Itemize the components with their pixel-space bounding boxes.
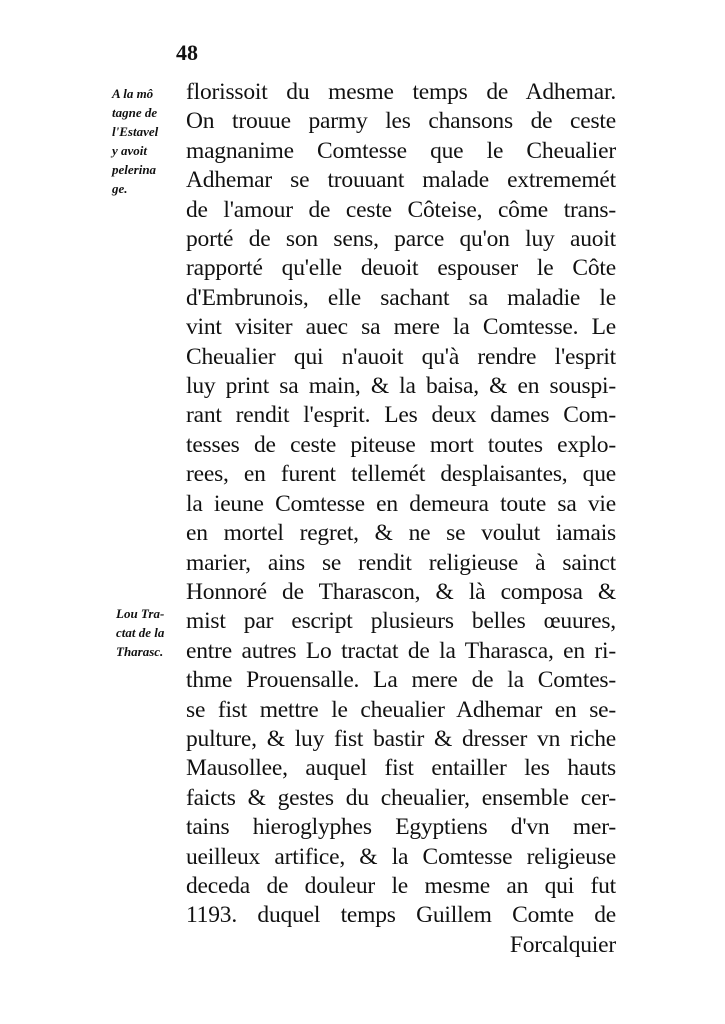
text-line: rapporté qu'elle deuoit espouser le Côte [186,255,616,282]
text-line: se fist mettre le cheualier Adhemar en se- [186,696,616,723]
text-line: mist par escript plusieurs belles œuures, [186,608,616,635]
text-line: pulture, & luy fist bastir & dresser vn riche [186,725,616,752]
text-line: en mortel regret, & ne se voulut iamais [186,520,616,547]
margin-note-line: ge. [112,181,128,196]
catchword: Forcalquier [509,931,616,958]
margin-note-line: ctat de la [116,625,165,640]
text-line: deceda de douleur le mesme an qui fut [186,872,616,899]
text-line: ueilleux artifice, & la Comtesse religieuse [186,843,616,870]
margin-note-line: pelerina [112,162,157,177]
text-line: thme Prouensalle. La mere de la Comtes- [186,667,616,694]
text-line: florissoit du mesme temps de Adhemar. [186,79,616,105]
page-number: 48 [176,40,198,65]
text-line: porté de son sens, parce qu'on luy auoit [186,226,616,253]
text-line: Mausollee, auquel fist entailler les hauts [186,755,616,782]
margin-note-line: Tharasc. [116,644,164,659]
text-line: magnanime Comtesse que le Cheualier [186,137,616,164]
main-text-block [186,78,616,960]
text-line: tains hieroglyphes Egyptiens d'vn mer- [186,814,616,841]
text-line: On trouue parmy les chansons de ceste [186,108,616,135]
text-line: Adhemar se trouuant malade extrememét [186,167,616,194]
text-line: marier, ains se rendit religieuse à sainct [186,549,616,576]
text-line: vint visiter auec sa mere la Comtesse. Le [186,314,616,341]
text-line: tesses de ceste piteuse mort toutes explo- [186,431,616,458]
text-line: rant rendit l'esprit. Les deux dames Com- [186,402,616,429]
margin-note-pilgrimage [112,84,158,198]
text-line: luy print sa main, & la baisa, & en souspi- [186,373,616,400]
text-line: de l'amour de ceste Côteise, côme trans- [186,196,616,223]
margin-note-line: tagne de [112,105,158,120]
text-line: Cheualier qui n'auoit qu'à rendre l'esprit [186,343,616,370]
margin-note-line: A la mô [112,86,154,101]
margin-note-line: y avoit [112,143,148,158]
text-line: faicts & gestes du cheualier, ensemble cer- [186,784,616,811]
margin-note-line: l'Estavel [112,124,159,139]
text-line: d'Embrunois, elle sachant sa maladie le [186,284,616,311]
text-line: entre autres Lo tractat de la Tharasca, en ri- [186,637,616,664]
margin-note-line: Lou Tra- [116,606,165,621]
text-line: 1193. duquel temps Guillem Comte de [186,902,616,929]
text-line: la ieune Comtesse en demeura toute sa vie [186,490,616,517]
text-line: rees, en furent tellemét desplaisantes, que [186,461,616,488]
text-line: Honnoré de Tharascon, & là composa & [186,578,616,605]
margin-note-tractat [116,604,164,661]
